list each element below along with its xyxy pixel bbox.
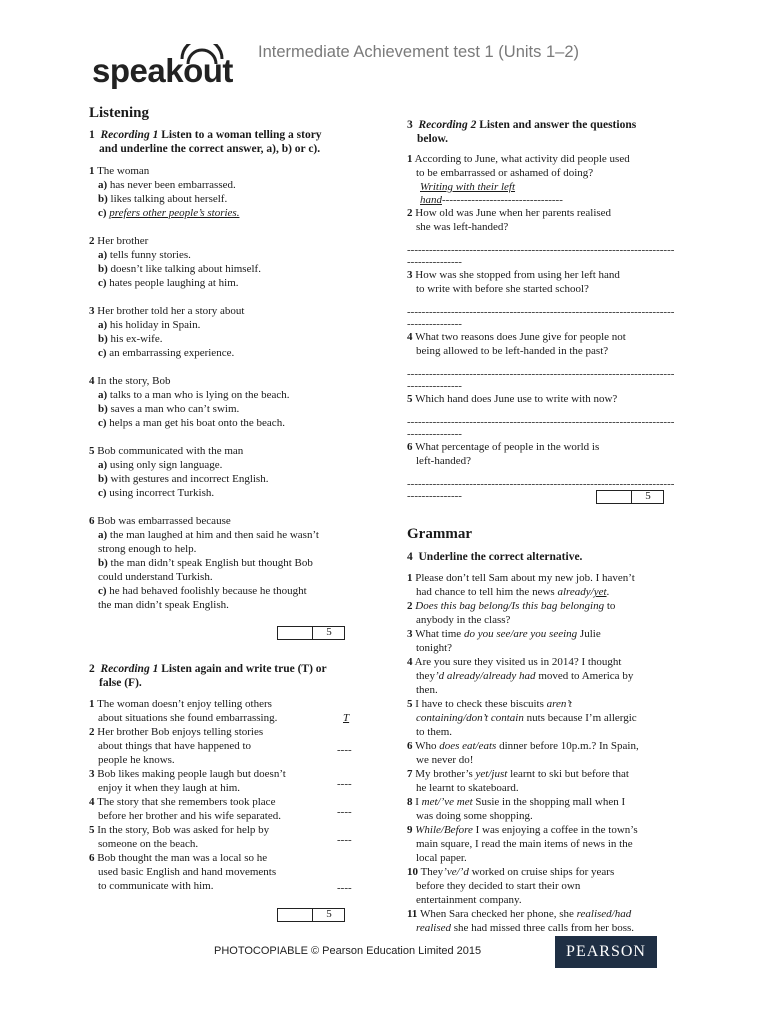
- q4-item-5: 5 I have to check these biscuits aren’t containing/don’t contain nuts because I’m allergic to them.: [407, 698, 637, 738]
- q3-item-2: 2 How old was June when her parents realised she was left-handed? ------------------------------------------------------------------------- ---------------: [407, 206, 685, 268]
- q3-6-answer-line[interactable]: -------------------------------------------------------------------------: [407, 478, 675, 490]
- copyright-notice: PHOTOCOPIABLE © Pearson Education Limited 2015: [214, 945, 482, 957]
- q3-item-6: 6 What percentage of people in the world is left-handed? ------------------------------------------------------------------------- ---------------: [407, 440, 685, 502]
- q1-1-answer-c: prefers other people’s stories.: [109, 207, 240, 219]
- q4-item-3: 3 What time do you see/are you seeing Julie tonight?: [407, 628, 601, 654]
- q1-item-1: 1 The woman: [89, 165, 150, 177]
- q1-item-5: 5 Bob communicated with the man: [89, 445, 244, 457]
- q2-5-answer-blank[interactable]: ----: [337, 834, 352, 846]
- q3-1-answer-line[interactable]: hand---------------------------------: [420, 194, 563, 206]
- q4-item-9: 9 While/Before I was enjoying a coffee in the town’s main square, I read the main items of news in the local paper.: [407, 824, 638, 864]
- q1-instruction: 1 Recording 1 Listen to a woman telling a story and underline the correct answer, a), b) or c).: [89, 129, 322, 155]
- q3-3-answer-line[interactable]: -------------------------------------------------------------------------: [407, 306, 675, 318]
- q4-item-8: 8 I met/’ve met Susie in the shopping mall when I was doing some shopping.: [407, 796, 626, 822]
- q4-item-7: 7 My brother’s yet/just learnt to ski but before that he learnt to skateboard.: [407, 768, 629, 794]
- q1-item-2: 2 Her brother: [89, 235, 149, 247]
- q2-item-4: 4 The story that she remembers took place before her brother and his wife separated. ----: [89, 796, 352, 822]
- q3-item-5: 5 Which hand does June use to write with now? ------------------------------------------------------------------------- ---------------: [407, 392, 685, 440]
- q4-item-2: 2 Does this bag belong/Is this bag belonging to anybody in the class?: [407, 600, 616, 626]
- q1-item-4: 4 In the story, Bob: [89, 375, 171, 387]
- q3-item-4: 4 What two reasons does June give for people not being allowed to be left-handed in the past? ------------------------------------------------------------------------- ---------------: [407, 330, 685, 392]
- q3-1-example-answer: Writing with their left: [420, 181, 516, 193]
- speakout-logo: [92, 44, 242, 94]
- q3-5-answer-line[interactable]: -------------------------------------------------------------------------: [407, 416, 675, 428]
- q1-item-6: 6 Bob was embarrassed because: [89, 515, 231, 527]
- q4-items: [407, 571, 687, 935]
- pearson-logo: PEARSON: [555, 936, 657, 968]
- q2-item-1: 1 The woman doesn’t enjoy telling others about situations she found embarrassing. T: [89, 698, 350, 724]
- q3-score-box[interactable]: 5: [596, 490, 664, 504]
- q2-item-6: 6 Bob thought the man was a local so he used basic English and hand movements to communicate with him. ----: [89, 852, 352, 894]
- q3-4-answer-line[interactable]: -------------------------------------------------------------------------: [407, 368, 675, 380]
- signal-arcs-icon: [178, 44, 226, 66]
- q4-item-11: 11 When Sara checked her phone, she realised/had realised she had missed three calls from her boss.: [407, 908, 635, 934]
- grammar-title: Grammar: [407, 526, 472, 542]
- q4-item-1: 1 Please don’t tell Sam about my new job. I haven’t had chance to tell him the news already/yet.: [407, 572, 635, 598]
- q4-instruction: 4 Underline the correct alternative.: [407, 551, 583, 563]
- q4-1-answer: yet: [593, 586, 607, 598]
- q2-2-answer-blank[interactable]: ----: [337, 744, 352, 756]
- test-title: Intermediate Achievement test 1 (Units 1–2): [258, 43, 579, 61]
- q2-4-answer-blank[interactable]: ----: [337, 806, 352, 818]
- q2-instruction: 2 Recording 1 Listen again and write true (T) or false (F).: [89, 663, 327, 689]
- q1-items: 1 The woman a) has never been embarrassed. b) likes talking about herself. c) prefers other people’s stories. 2 Her brother a) tells funny stories. b) doesn’t like talking about himself. c) hates people laughing at him. 3 Her brother told her a story about a) his holiday in Spain. b) his ex-wife. c) an embarrassing experience. 4 In the story, Bob a) talks to a man who is lying on the beach. b) saves a man who can’t swim. c) helps a man get his boat onto the beach. 5 Bob communicated with the man a) using only sign language. b) with gestures and incorrect English. c) using incorrect Turkish. 6 Bob was embarrassed because a) the man laughed at him and then said he wasn’t strong enough to help. b) the man didn’t speak English but thought Bob could understand Turkish. c) he had behaved foolishly because he thought the man didn’t speak English.: [89, 164, 379, 612]
- q1-item-3: 3 Her brother told her a story about: [89, 305, 245, 317]
- q2-score-box[interactable]: 5: [277, 908, 345, 922]
- q2-items: [89, 697, 359, 893]
- q3-item-1: 1 According to June, what activity did people used to be embarrassed or ashamed of doing? Writing with their left hand---------------------------------: [407, 152, 685, 206]
- q2-1-answer: T: [343, 712, 350, 724]
- q2-item-5: 5 In the story, Bob was asked for help by someone on the beach. ----: [89, 824, 352, 850]
- logo-wordmark: speakout: [92, 52, 233, 89]
- listening-title: Listening: [89, 105, 150, 121]
- q3-2-answer-line[interactable]: -------------------------------------------------------------------------: [407, 244, 675, 256]
- q2-item-2: 2 Her brother Bob enjoys telling stories about things that have happened to people he knows. ----: [89, 726, 352, 766]
- q3-items: [407, 152, 685, 502]
- q4-item-10: 10 They’ve/’d worked on cruise ships for years before they decided to start their own entertainment company.: [407, 866, 615, 906]
- q2-3-answer-blank[interactable]: ----: [337, 778, 352, 790]
- q2-6-answer-blank[interactable]: ----: [337, 882, 352, 894]
- q3-item-3: 3 How was she stopped from using her left hand to write with before she started school? ------------------------------------------------------------------------- ---------------: [407, 268, 685, 330]
- q4-item-4: 4 Are you sure they visited us in 2014? I thought they’d already/already had moved to America by then.: [407, 656, 634, 696]
- q2-item-3: 3 Bob likes making people laugh but doesn’t enjoy it when they laugh at him. ----: [89, 768, 352, 794]
- q1-score-box[interactable]: 5: [277, 626, 345, 640]
- q3-instruction: 3 Recording 2 Listen and answer the questions below.: [407, 119, 637, 145]
- q4-item-6: 6 Who does eat/eats dinner before 10p.m.? In Spain, we never do!: [407, 740, 639, 766]
